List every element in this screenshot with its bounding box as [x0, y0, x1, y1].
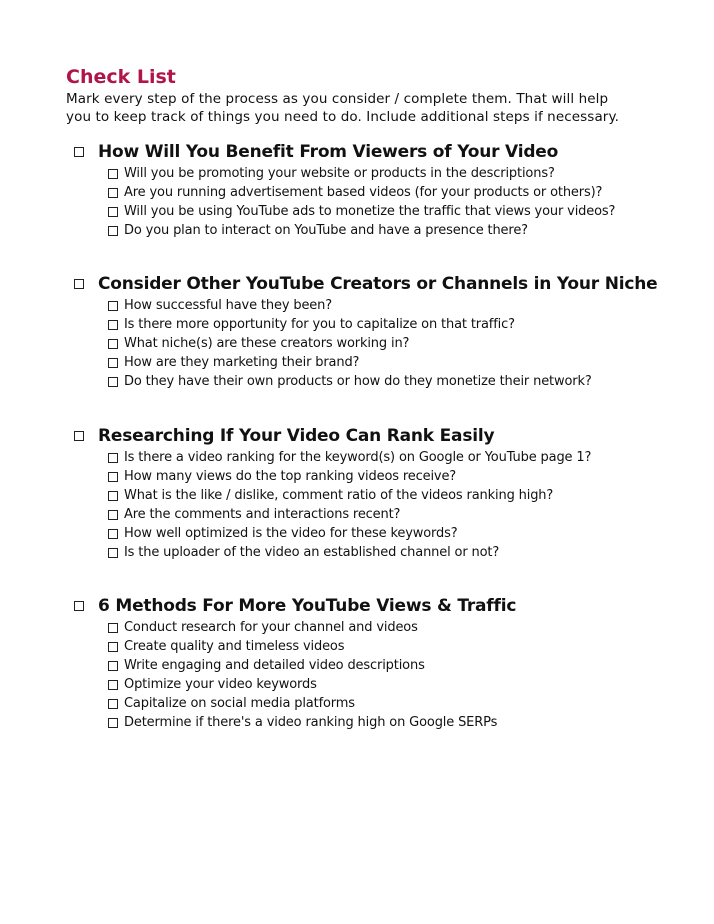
checkbox-icon[interactable] [74, 279, 84, 289]
page-title: Check List [66, 66, 176, 88]
checkbox-icon[interactable] [108, 680, 118, 690]
item-label: Optimize your video keywords [124, 677, 317, 692]
list-item [108, 202, 692, 221]
item-label: How many views do the top ranking videos receive? [124, 469, 457, 484]
list-item [108, 486, 692, 505]
list-item [108, 315, 692, 334]
item-label: Determine if there's a video ranking high on Google SERPs [124, 715, 498, 730]
item-label: Do they have their own products or how do they monetize their network? [124, 374, 592, 389]
item-label: How well optimized is the video for these keywords? [124, 526, 458, 541]
item-label: Write engaging and detailed video descriptions [124, 658, 425, 673]
item-label: Will you be promoting your website or products in the descriptions? [124, 166, 555, 181]
section-heading [72, 594, 692, 618]
checkbox-icon[interactable] [74, 601, 84, 611]
intro-text [66, 90, 666, 126]
checkbox-icon[interactable] [108, 169, 118, 179]
list-item [108, 524, 692, 543]
checkbox-icon[interactable] [74, 147, 84, 157]
item-label: Do you plan to interact on YouTube and have a presence there? [124, 223, 528, 238]
list-item [108, 694, 692, 713]
checkbox-icon[interactable] [108, 491, 118, 501]
item-label: How are they marketing their brand? [124, 355, 360, 370]
checkbox-icon[interactable] [108, 510, 118, 520]
list-item [108, 618, 692, 637]
list-item [108, 656, 692, 675]
list-item [108, 467, 692, 486]
list-item [108, 505, 692, 524]
section-heading [72, 272, 692, 296]
checklist-items [108, 618, 692, 732]
item-label: What is the like / dislike, comment ratio of the videos ranking high? [124, 488, 554, 503]
checkbox-icon[interactable] [108, 358, 118, 368]
checkbox-icon[interactable] [108, 472, 118, 482]
item-label: Are the comments and interactions recent? [124, 507, 401, 522]
checkbox-icon[interactable] [108, 699, 118, 709]
list-item [108, 221, 692, 240]
checkbox-icon[interactable] [108, 529, 118, 539]
checklist-items [108, 164, 692, 240]
list-item [108, 448, 692, 467]
list-item [108, 637, 692, 656]
checkbox-icon[interactable] [108, 301, 118, 311]
item-label: Capitalize on social media platforms [124, 696, 355, 711]
list-item [108, 675, 692, 694]
section-rank-research [72, 424, 692, 562]
intro-line-2: you to keep track of things you need to do. Include additional steps if necessary. [66, 109, 620, 125]
section-title: 6 Methods For More YouTube Views & Traffic [98, 596, 517, 616]
checkbox-icon[interactable] [74, 431, 84, 441]
list-item [108, 296, 692, 315]
item-label: Conduct research for your channel and videos [124, 620, 418, 635]
list-item [108, 353, 692, 372]
checkbox-icon[interactable] [108, 661, 118, 671]
checklist-items [108, 448, 692, 562]
section-six-methods [72, 594, 692, 732]
list-item [108, 334, 692, 353]
checkbox-icon[interactable] [108, 188, 118, 198]
list-item [108, 713, 692, 732]
list-item [108, 543, 692, 562]
item-label: Is the uploader of the video an established channel or not? [124, 545, 500, 560]
section-heading [72, 140, 692, 164]
checkbox-icon[interactable] [108, 339, 118, 349]
checkbox-icon[interactable] [108, 623, 118, 633]
list-item [108, 183, 692, 202]
checkbox-icon[interactable] [108, 377, 118, 387]
section-title: Researching If Your Video Can Rank Easily [98, 426, 495, 446]
item-label: Is there more opportunity for you to capitalize on that traffic? [124, 317, 515, 332]
checkbox-icon[interactable] [108, 718, 118, 728]
checkbox-icon[interactable] [108, 320, 118, 330]
checkbox-icon[interactable] [108, 207, 118, 217]
checkbox-icon[interactable] [108, 226, 118, 236]
checkbox-icon[interactable] [108, 642, 118, 652]
item-label: Will you be using YouTube ads to monetize the traffic that views your videos? [124, 204, 616, 219]
item-label: Create quality and timeless videos [124, 639, 345, 654]
checkbox-icon[interactable] [108, 453, 118, 463]
checkbox-icon[interactable] [108, 548, 118, 558]
item-label: Are you running advertisement based videos (for your products or others)? [124, 185, 603, 200]
section-heading [72, 424, 692, 448]
item-label: Is there a video ranking for the keyword(s) on Google or YouTube page 1? [124, 450, 592, 465]
item-label: What niche(s) are these creators working in? [124, 336, 410, 351]
section-other-creators [72, 272, 692, 391]
section-title: How Will You Benefit From Viewers of Your Video [98, 142, 559, 162]
checklist-items [108, 296, 692, 391]
section-title: Consider Other YouTube Creators or Channels in Your Niche [98, 274, 658, 294]
list-item [108, 372, 692, 391]
intro-line-1: Mark every step of the process as you consider / complete them. That will help [66, 91, 609, 107]
section-viewer-benefit [72, 140, 692, 240]
item-label: How successful have they been? [124, 298, 332, 313]
list-item [108, 164, 692, 183]
